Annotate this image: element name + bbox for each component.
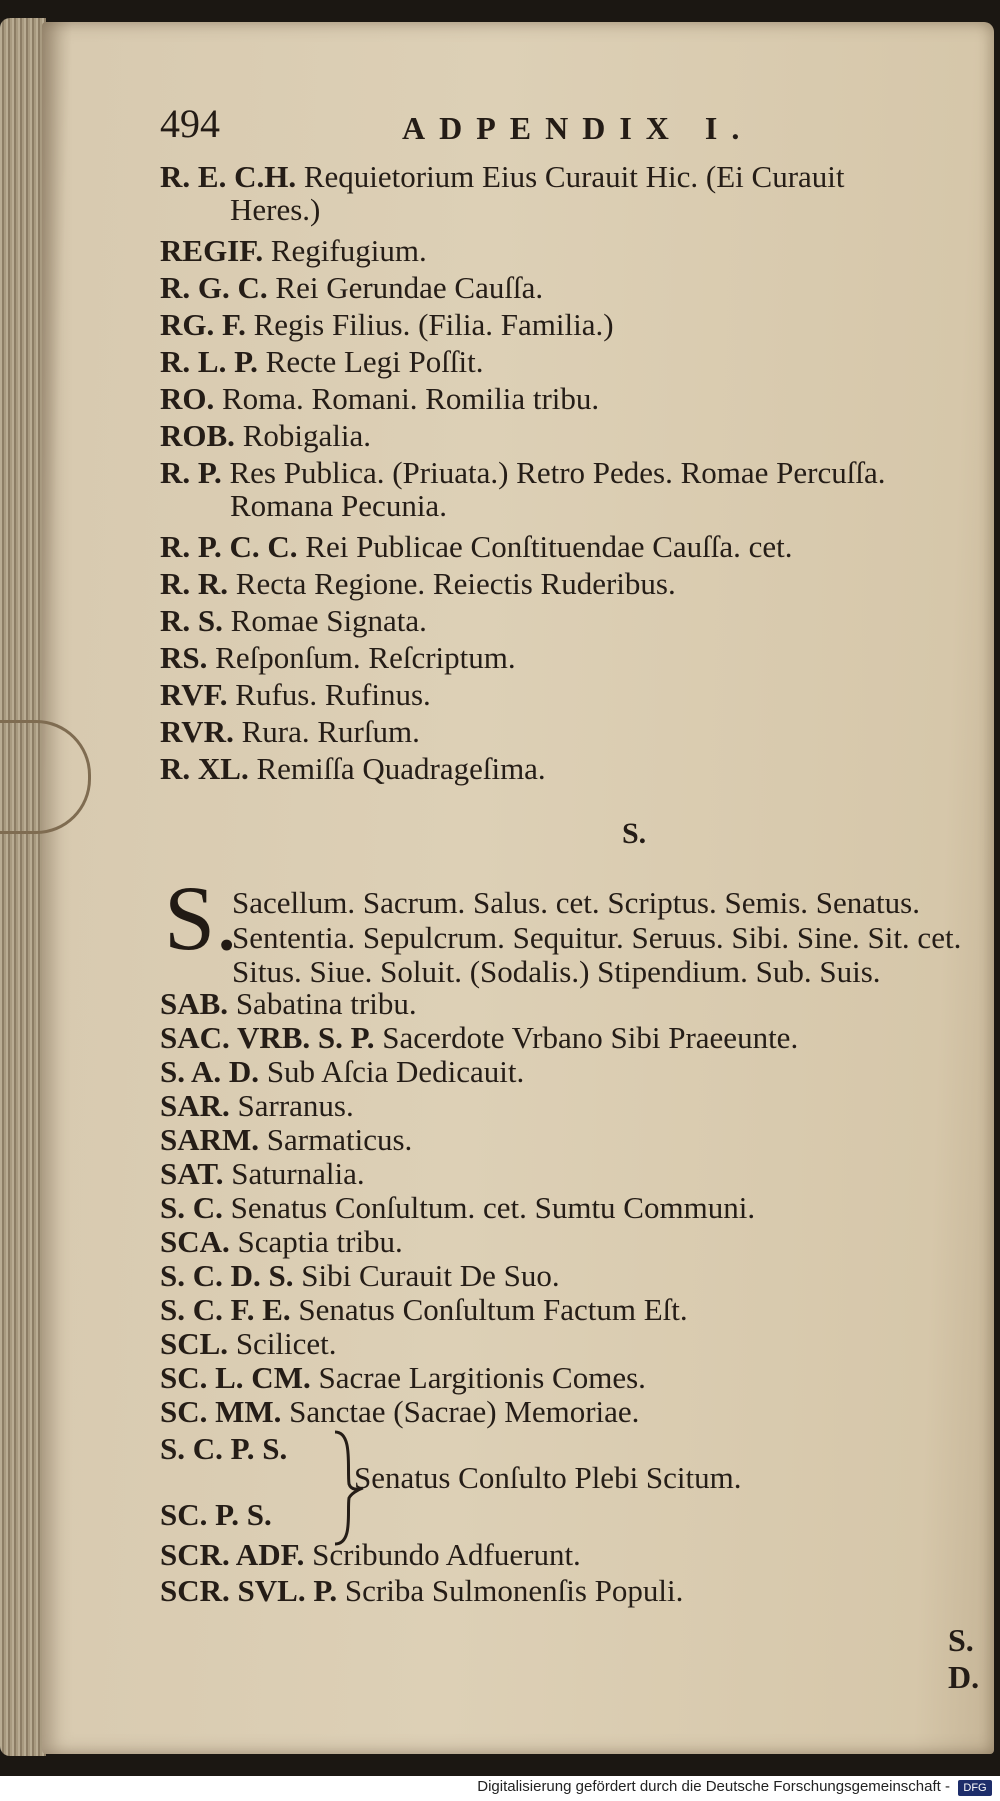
entry-text: Sacerdote Vrbano Sibi Praeeunte. xyxy=(382,1020,799,1055)
dropcap-paragraph: Sacellum. Sacrum. Salus. cet. Scriptus. Semis. Senatus. Sententia. Sepulcrum. Sequitur. Seruus. Sibi. Sine. Sit. cet. Situs. Siue. Soluit. (Sodalis.) Stipendium. Sub. Suis. xyxy=(232,885,962,990)
book-page xyxy=(42,22,994,1754)
entry-abbr: RVF. xyxy=(160,677,228,712)
entry-abbr: SAT. xyxy=(160,1156,224,1191)
entry-text: Sub Aſcia Dedicauit. xyxy=(266,1054,525,1089)
entry-entries_s-3 xyxy=(160,1089,354,1122)
entry-entries_s-4 xyxy=(160,1123,412,1156)
entry-continuation: Heres.) xyxy=(230,192,321,228)
entry-entries_s-1 xyxy=(160,1021,798,1054)
entry-entries_r-4 xyxy=(160,345,483,378)
entry-abbr: R. XL. xyxy=(160,751,249,786)
entry-entries_s2-1 xyxy=(160,1574,683,1607)
entry-abbr: SCR. ADF. xyxy=(160,1537,305,1572)
entry-abbr: RS. xyxy=(160,640,208,675)
entry-abbr: R. P. C. C. xyxy=(160,529,298,564)
entry-entries_s-11 xyxy=(160,1361,646,1394)
entry-abbr: S. C. xyxy=(160,1190,223,1225)
entry-entries_r-14 xyxy=(160,752,546,785)
entry-entries_r-3 xyxy=(160,308,614,341)
entry-entries_s-8 xyxy=(160,1259,560,1292)
brace-abbr-first: S. C. P. S. xyxy=(160,1431,288,1466)
running-head: ADPENDIX I. xyxy=(402,110,754,146)
entry-text: Recte Legi Poſſit. xyxy=(265,344,484,379)
entry-entries_r-7 xyxy=(160,456,886,523)
entry-abbr: S. C. F. E. xyxy=(160,1292,291,1327)
entry-entries_s-9 xyxy=(160,1293,688,1326)
entry-text: Sibi Curauit De Suo. xyxy=(301,1258,560,1293)
entry-entries_s-5 xyxy=(160,1157,365,1190)
entry-continuation: Romana Pecunia. xyxy=(230,488,447,524)
entry-text: Scaptia tribu. xyxy=(237,1224,403,1259)
entry-abbr: SCA. xyxy=(160,1224,230,1259)
entry-entries_r-2 xyxy=(160,271,543,304)
entry-text: Sacrae Largitionis Comes. xyxy=(318,1360,646,1395)
entry-text: Robigalia. xyxy=(242,418,371,453)
entry-text: Regis Filius. (Filia. Familia.) xyxy=(253,307,614,342)
entry-entries_s-7 xyxy=(160,1225,403,1258)
entry-abbr: R. L. P. xyxy=(160,344,258,379)
entry-text: Remiſſa Quadrageſima. xyxy=(256,751,546,786)
entry-text: Scribundo Adfuerunt. xyxy=(312,1537,581,1572)
entry-entries_r-6 xyxy=(160,419,371,452)
section-heading: S. xyxy=(622,817,647,850)
entry-text: Scilicet. xyxy=(235,1326,337,1361)
entry-text: Reſponſum. Reſcriptum. xyxy=(215,640,516,675)
entry-entries_r-8 xyxy=(160,530,793,563)
drop-cap: S. xyxy=(164,867,239,969)
entry-text: Senatus Conſultum. cet. Sumtu Communi. xyxy=(230,1190,756,1225)
entry-abbr: S. A. D. xyxy=(160,1054,260,1089)
entry-text: Rei Publicae Conſtituendae Cauſſa. cet. xyxy=(305,529,793,564)
entry-entries_s-10 xyxy=(160,1327,337,1360)
entry-entries_s-12 xyxy=(160,1395,639,1428)
entry-text: Rufus. Rufinus. xyxy=(235,677,431,712)
entry-abbr: S. C. D. S. xyxy=(160,1258,294,1293)
entry-entries_r-1 xyxy=(160,234,427,267)
entry-abbr: SCL. xyxy=(160,1326,229,1361)
entry-abbr: SCR. SVL. P. xyxy=(160,1573,338,1608)
footer-bar xyxy=(0,1776,1000,1801)
entry-abbr: SC. L. CM. xyxy=(160,1360,311,1395)
entry-abbr: R. R. xyxy=(160,566,229,601)
entry-abbr: R. P. xyxy=(160,455,222,490)
footer-credit: Digitalisierung gefördert durch die Deutsche Forschungsgemeinschaft - xyxy=(477,1778,950,1795)
entry-abbr: R. G. C. xyxy=(160,270,268,305)
entry-text: Regifugium. xyxy=(270,233,427,268)
entry-abbr: RVR. xyxy=(160,714,234,749)
brace-abbr-second: SC. P. S. xyxy=(160,1497,272,1532)
entry-entries_r-0 xyxy=(160,160,845,227)
entry-abbr: SAC. VRB. S. P. xyxy=(160,1020,375,1055)
entry-text: Recta Regione. Reiectis Ruderibus. xyxy=(235,566,676,601)
entry-entries_r-9 xyxy=(160,567,676,600)
entry-entries_s2-0 xyxy=(160,1538,581,1571)
book-page-edges xyxy=(0,18,46,1756)
entry-abbr: ROB. xyxy=(160,418,235,453)
entry-entries_s-0 xyxy=(160,987,417,1020)
entry-text: Sanctae (Sacrae) Memoriae. xyxy=(289,1394,640,1429)
entry-entries_r-13 xyxy=(160,715,420,748)
entry-abbr: SC. MM. xyxy=(160,1394,282,1429)
entry-text: Saturnalia. xyxy=(231,1156,365,1191)
entry-entries_s-2 xyxy=(160,1055,524,1088)
entry-text: Roma. Romani. Romilia tribu. xyxy=(222,381,600,416)
catchword: S. D. xyxy=(948,1622,980,1695)
entry-abbr: SARM. xyxy=(160,1122,260,1157)
page-number: 494 xyxy=(160,101,220,146)
entry-entries_r-11 xyxy=(160,641,516,674)
brace-expansion: Senatus Conſulto Plebi Scitum. xyxy=(354,1460,742,1495)
entry-abbr: SAB. xyxy=(160,986,229,1021)
entry-abbr: R. S. xyxy=(160,603,223,638)
entry-entries_r-12 xyxy=(160,678,431,711)
entry-text: Sarmaticus. xyxy=(266,1122,413,1157)
entry-text: Sabatina tribu. xyxy=(235,986,417,1021)
entry-text: Senatus Conſultum Factum Eſt. xyxy=(298,1292,688,1327)
entry-text: Sarranus. xyxy=(237,1088,354,1123)
entry-entries_r-5 xyxy=(160,382,599,415)
entry-text: Scriba Sulmonenſis Populi. xyxy=(344,1573,684,1608)
entry-abbr: RG. F. xyxy=(160,307,246,342)
entry-text: Rei Gerundae Cauſſa. xyxy=(275,270,544,305)
entry-entries_r-10 xyxy=(160,604,427,637)
entry-abbr: SAR. xyxy=(160,1088,230,1123)
entry-text: Rura. Rurſum. xyxy=(241,714,420,749)
dfg-logo: DFG xyxy=(958,1780,992,1796)
entry-abbr: REGIF. xyxy=(160,233,264,268)
entry-abbr: R. E. C.H. xyxy=(160,159,297,194)
entry-text: Requietorium Eius Curauit Hic. (Ei Curauit xyxy=(303,159,845,194)
entry-text: Res Publica. (Priuata.) Retro Pedes. Romae Percuſſa. xyxy=(229,455,886,490)
entry-entries_s-6 xyxy=(160,1191,755,1224)
entry-abbr: RO. xyxy=(160,381,215,416)
entry-text: Romae Signata. xyxy=(230,603,427,638)
